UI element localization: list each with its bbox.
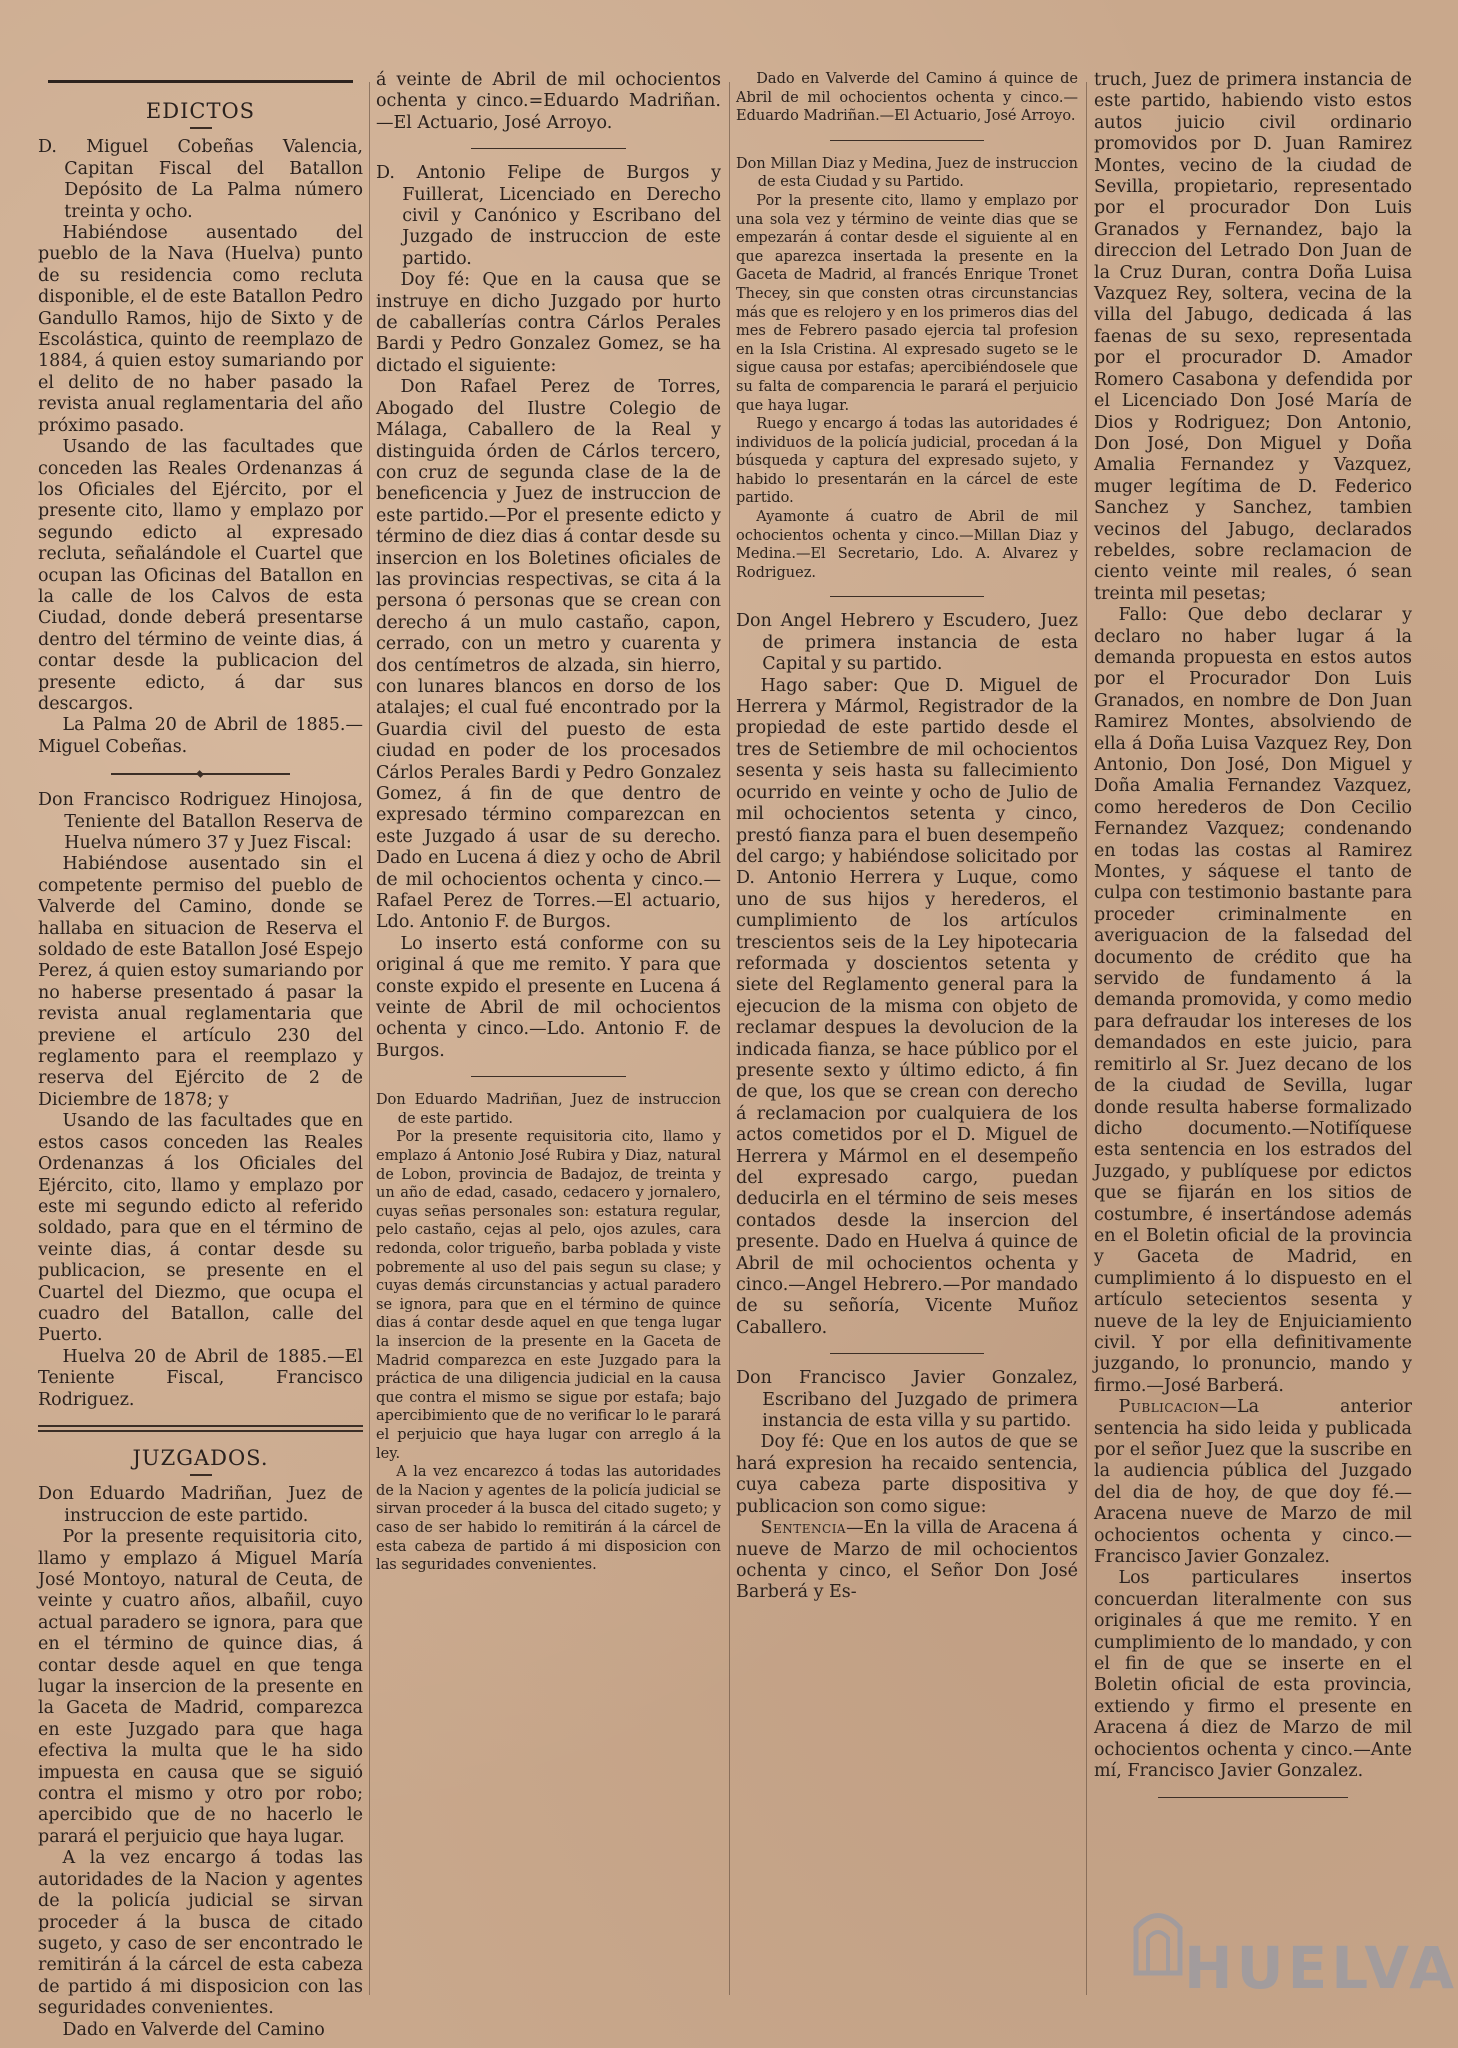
- edict-paragraph: Por la presente requisitoria cito, llamo y emplazo á Antonio José Rubira y Diaz, natural de Lobon, provincia de Badajoz, de treinta y un año de edad, casado, cedacero y jornalero, cuyas señas personales son: estatura regular, pelo castaño, cejas al pelo, ojos azules, cara redonda, color trigueño, barba poblada y viste pobremente al uso del pais segun su clase; y cuyas demás circunstancias y actual paradero se ignora, para que en el término de quince dias á contar desde aquel en que tenga lugar la insercion de la presente en la Gaceta de Madrid comparezca en este Juzgado para la práctica de una diligencia judicial en la causa que contra el mismo se sigue por estafa; bajo apercibimiento que de no verificar lo le parará el perjuicio que haya lugar con arreglo á la ley.: [376, 1129, 721, 1462]
- edict-paragraph: Dado en Valverde del Camino: [62, 2019, 325, 2040]
- edict-signature: Huelva 20 de Abril de 1885.—El Teniente Fiscal, Francisco Rodriguez.: [38, 1346, 363, 1410]
- edict-paragraph: Ruego y encargo á todas las autoridades é individuos de la policía judicial, procedan á la búsqueda y captura del expresado sujeto, y habido lo presentarán en la cárcel de este partido.: [736, 416, 1078, 507]
- column-1: [38, 70, 363, 2040]
- edict-header: D. Antonio Felipe de Burgos y Fuillerat, Licenciado en Derecho civil y Canónico y Escribano del Juzgado de instruccion de este partido.: [376, 163, 721, 269]
- edict-paragraph: á veinte de Abril de mil ochocientos ochenta y cinco.=Eduardo Madriñan.—El Actuario, José Arroyo.: [376, 70, 721, 133]
- edict-paragraph: Lo inserto está conforme con su original á que me remito. Y para que conste expido el presente en Lucena á veinte de Abril de mil ochocientos ochenta y cinco.—Ldo. Antonio F. de Burgos.: [376, 933, 721, 1061]
- archive-watermark: [1128, 1898, 1458, 2028]
- edict-header: Don Eduardo Madriñan, Juez de instruccion de este partido.: [376, 1092, 721, 1127]
- edict-paragraph: Los particulares insertos concuerdan literalmente con sus originales á que me remito. Y en cumplimiento de lo mandado, y con el fin de que se inserte en el Boletin oficial de esta provincia, extiendo y firmo el presente en Aracena á diez de Marzo de mil ochocientos ochenta y cinco.—Ante mí, Francisco Javier Gonzalez.: [1094, 1568, 1412, 1782]
- juzgados-heading: JUZGADOS.: [132, 1445, 269, 1470]
- edict-header: D. Miguel Cobeñas Valencia, Capitan Fiscal del Batallon Depósito de La Palma número treinta y ocho.: [38, 137, 363, 222]
- edict-header: Don Francisco Rodriguez Hinojosa, Teniente del Batallon Reserva de Huelva número 37 y Juez Fiscal:: [38, 790, 363, 853]
- edict-paragraph: Por la presente cito, llamo y emplazo por una sola vez y término de veinte dias que se empezarán á contar desde el siguiente al en que aparezca insertada la presente en la Gaceta de Madrid, al francés Enrique Tronet Thecey, sin que consten otras circunstancias más que es relojero y en los primeros dias del mes de Febrero pasado ejercia tal profesion en la Isla Cristina. Al expresado sugeto se le sigue causa por estafas; apercibiéndosele que su falta de comparencia le parará el perjuicio que haya lugar.: [736, 192, 1078, 414]
- section-rule: [471, 148, 626, 149]
- section-rule: [830, 596, 984, 597]
- column-divider: [369, 82, 370, 1995]
- edict-paragraph: Habiéndose ausentado del pueblo de la Nava (Huelva) punto de su residencia como recluta disponible, el de este Batallon Pedro Gandullo Ramos, hijo de Sixto y de Escolástica, quinto de reemplazo de 1884, á quien estoy sumariando por el delito de no haber pasado la revista anual reglamentaria del año próximo pasado.: [38, 223, 363, 436]
- edict-paragraph: Doy fé: Que en la causa que se instruye en dicho Juzgado por hurto de caballerías contra Cárlos Perales Bardi y Pedro Gonzalez Gomez, se ha dictado el siguiente:: [376, 270, 721, 376]
- watermark-text: HUELVA: [1184, 1934, 1458, 2002]
- section-rule: [830, 140, 984, 141]
- edict-paragraph: Sentencia—En la villa de Aracena á nueve de Marzo de mil ochocientos ochenta y cinco, el Señor Don José Barberá y Es-: [736, 1518, 1078, 1603]
- column-2: [376, 70, 721, 2025]
- newspaper-page: [34, 70, 1414, 2040]
- edict-header: Don Angel Hebrero y Escudero, Juez de primera instancia de esta Capital y su partido.: [736, 611, 1078, 675]
- edict-paragraph: Usando de las facultades que en estos casos conceden las Reales Ordenanzas á los Oficiales del Ejército, cito, llamo y emplazo por este mi segundo edicto al referido soldado, para que en el término de veinte dias, á contar desde su publicacion, se presente en el Cuartel del Diezmo, que ocupa el cuadro del Batallon, calle del Puerto.: [38, 1111, 363, 1346]
- double-rule: [38, 1425, 363, 1432]
- edict-paragraph: Doy fé: Que en los autos de que se hará expresion ha recaido sentencia, cuya cabeza parte dispositiva y publicacion son como sigue:: [736, 1432, 1078, 1517]
- column-divider: [729, 82, 730, 1995]
- section-rule: [830, 1353, 984, 1354]
- column-divider: [1086, 82, 1087, 1995]
- edict-paragraph: truch, Juez de primera instancia de este partido, habiendo visto estos autos juicio civil ordinario promovidos por D. Juan Ramirez Montes, vecino de la ciudad de Sevilla, propietario, representado por el procurador Don Luis Granados y Fernandez, bajo la direccion del Letrado Don Juan de la Cruz Duran, contra Doña Luisa Vazquez Rey, soltera, vecina de la villa del Jabugo, dedicada á las faenas de su sexo, representada por el procurador D. Amador Romero Casabona y defendida por el Licenciado Don José María de Dios y Rodriguez; Don Antonio, Don José, Don Miguel y Doña Amalia Fernandez y Vazquez, muger legítima de D. Federico Sanchez y Sanchez, tambien vecinos del Jabugo, declarados rebeldes, sobre reclamacion de ciento veinte mil reales, ó sean treinta mil pesetas;: [1094, 70, 1412, 604]
- edict-paragraph: Dado en Valverde del Camino á quince de Abril de mil ochocientos ochenta y cinco.—Eduardo Madriñan.—El Actuario, José Arroyo.: [736, 71, 1078, 125]
- column-3: [736, 70, 1078, 2025]
- top-rule: [48, 80, 353, 83]
- publicacion-label: Publicacion: [1118, 1397, 1220, 1418]
- edict-paragraph: A la vez encargo á todas las autoridades de la Nacion y agentes de la policía judicial se sirvan proceder á la busca de citado sugeto, y caso de ser encontrado le remitirán á la cárcel de esta cabeza de partido á mi disposicion con las seguridades convenientes.: [38, 1848, 363, 2019]
- edict-paragraph: Fallo: Que debo declarar y declaro no haber lugar á la demanda propuesta en estos autos por el Procurador Don Luis Granados, en nombre de Don Juan Ramirez Montes, absolviendo de ella á Doña Luisa Vazquez Rey, Don Antonio, Don José, Don Miguel y Doña Amalia Fernandez Vazquez, como herederos de Don Cecilio Fernandez Vazquez; condenando en todas las costas al Ramirez Montes, y sáquese el tanto de culpa con testimonio bastante para proceder criminalmente en averiguacion de la falsedad del documento de crédito que ha servido de fundamento á la demanda promovida, y como medio para defraudar los intereses de los demandados en este juicio, para remitirlo al Sr. Juez decano de los de la ciudad de Sevilla, lugar donde resulta haberse formalizado dicho documento.—Notifíquese esta sentencia en los estrados del Juzgado, y publíquese por edictos que se fijarán en los sitios de costumbre, é insertándose además en el Boletin oficial de la provincia y Gaceta de Madrid, en cumplimiento á lo dispuesto en el artículo setecientos sesenta y nueve de la ley de Enjuiciamiento civil. Y por ella definitivamente juzgando, lo pronuncio, mando y firmo.—José Barberá.: [1094, 605, 1412, 1396]
- edict-signature: La Palma 20 de Abril de 1885.—Miguel Cobeñas.: [38, 715, 363, 757]
- section-ornament: [111, 770, 290, 778]
- edict-signature: Ayamonte á cuatro de Abril de mil ochocientos ochenta y cinco.—Millan Diaz y Medina.—El Secretario, Ldo. A. Alvarez y Rodriguez.: [736, 509, 1078, 581]
- sentencia-label: Sentencia: [760, 1518, 847, 1539]
- edict-paragraph: Publicacion—La anterior sentencia ha sido leida y publicada por el señor Juez que la suscribe en la audiencia pública del Juzgado del dia de hoy, de que doy fé.—Aracena nueve de Marzo de mil ochocientos ochenta y cinco.—Francisco Javier Gonzalez.: [1094, 1397, 1412, 1568]
- edict-paragraph: Don Rafael Perez de Torres, Abogado del Ilustre Colegio de Málaga, Caballero de la Real y distinguida órden de Cárlos tercero, con cruz de segunda clase de la de beneficencia y Juez de instruccion de este partido.—Por el presente edicto y término de diez dias á contar desde su insercion en los Boletines oficiales de las provincias respectivas, se cita á la persona ó personas que se crean con derecho á un mulo castaño, capon, cerrado, con un metro y cuarenta y dos centímetros de alzada, sin hierro, con lunares blancos en dorso de los atalajes; el cual fué encontrado por la Guardia civil del puesto de esta ciudad en poder de los procesados Cárlos Perales Bardi y Pedro Gonzalez Gomez, á fin de que dentro de expresado término comparezcan en este Juzgado á usar de su derecho. Dado en Lucena á diez y ocho de Abril de mil ochocientos ochenta y cinco.—Rafael Perez de Torres.—El actuario, Ldo. Antonio F. de Burgos.: [376, 377, 721, 933]
- edict-header: Don Francisco Javier Gonzalez, Escribano del Juzgado de primera instancia de esta villa y su partido.: [736, 1368, 1078, 1432]
- edict-paragraph: A la vez encarezco á todas las autoridades de la Nacion y agentes de la policía judicial se sirvan proceder á la busca del citado sugeto; y caso de ser habido lo remitirán á la cárcel de esta cabeza de partido á mi disposicion con las seguridades convenientes.: [376, 1464, 721, 1574]
- closing-rule: [1158, 1797, 1349, 1798]
- archive-logo-icon: [1128, 1898, 1188, 1978]
- edict-paragraph: Por la presente requisitoria cito, llamo y emplazo á Miguel María José Montoyo, natural de Ceuta, de veinte y cuatro años, albañil, cuyo actual paradero se ignora, para que en el término de quince dias, á contar desde aquel en que tenga lugar la insercion de la presente en la Gaceta de Madrid, comparezca en este Juzgado para que haga efectiva la multa que le ha sido impuesta en causa que se siguió contra el mismo y otro por robo; apercibido que de no hacerlo le parará el perjuicio que haya lugar.: [38, 1527, 363, 1847]
- edict-header: Don Millan Diaz y Medina, Juez de instruccion de esta Ciudad y su Partido.: [736, 155, 1078, 191]
- column-4: [1094, 70, 1412, 2025]
- edict-paragraph: Hago saber: Que D. Miguel de Herrera y Mármol, Registrador de la propiedad de este partido desde el tres de Setiembre de mil ochocientos sesenta y seis hasta su fallecimiento ocurrido en veinte y ocho de Julio de mil ochocientos setenta y cinco, prestó fianza para el buen desempeño del cargo; y habiéndose solicitado por D. Antonio Herrera y Luque, como uno de sus hijos y herederos, el cumplimiento de los artículos trescientos seis de la Ley hipotecaria reformada y doscientos setenta y siete del Reglamento general para la ejecucion de la misma con objeto de reclamar despues la devolucion de la indicada fianza, se hace público por el presente sexto y último edicto, á fin de que, los que se crean con derecho á reclamacion por cualquiera de los actos cometidos por el D. Miguel de Herrera y Mármol en el desempeño del expresado cargo, puedan deducirla en el término de seis meses contados desde la insercion del presente. Dado en Huelva á quince de Abril de mil ochocientos ochenta y cinco.—Angel Hebrero.—Por mandado de su señoría, Vicente Muñoz Caballero.: [736, 675, 1078, 1338]
- section-rule: [471, 1076, 626, 1077]
- edict-paragraph: Usando de las facultades que conceden las Reales Ordenanzas á los Oficiales del Ejército, por el presente cito, llamo y emplazo por segundo edicto al expresado recluta, señalándole el Cuartel que ocupan las Oficinas del Batallon en la calle de los Calvos de esta Ciudad, donde deberá presentarse dentro del término de veinte dias, á contar desde la publicacion del presente edicto, á dar sus descargos.: [38, 437, 363, 714]
- edictos-heading: EDICTOS: [145, 99, 256, 123]
- edict-header: Don Eduardo Madriñan, Juez de instruccion de este partido.: [38, 1484, 363, 1526]
- edict-paragraph: Habiéndose ausentado sin el competente permiso del pueblo de Valverde del Camino, donde se hallaba en situacion de Reserva el soldado de este Batallon José Espejo Perez, á quien estoy sumariando por no haberse presentado á pasar la revista anual reglamentaria que previene el artículo 230 del reglamento para el reemplazo y reserva del Ejército de 2 de Diciembre de 1878; y: [38, 854, 363, 1110]
